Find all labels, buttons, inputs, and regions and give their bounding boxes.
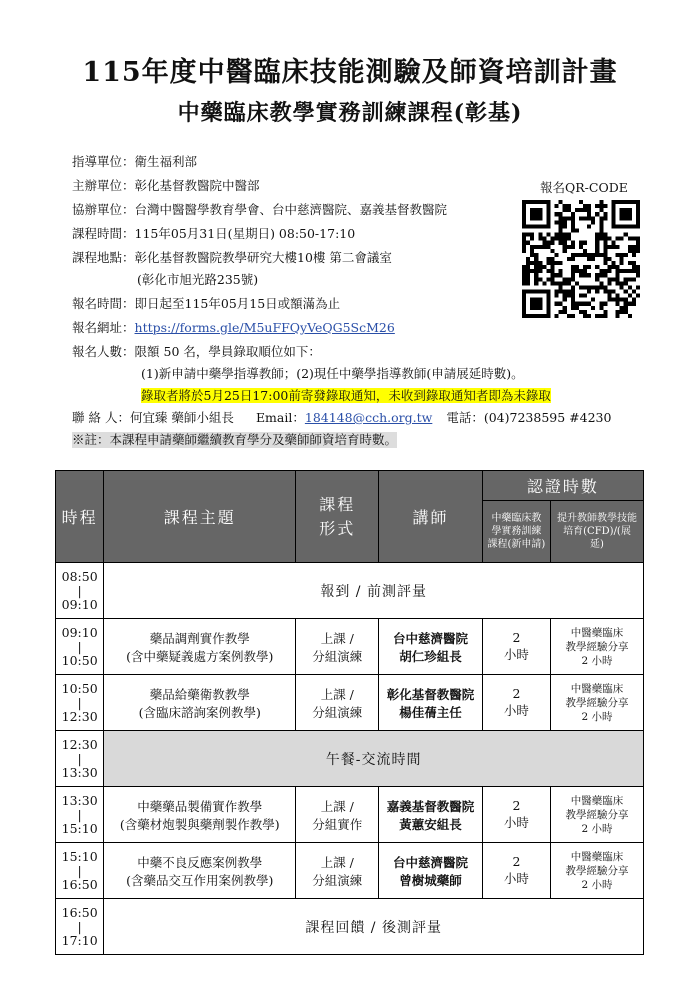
guide-label: 指導單位：: [72, 154, 135, 169]
header-topic: 課程主題: [104, 471, 296, 563]
teacher-name: 胡仁珍組長: [399, 648, 462, 664]
time-start: 10:50: [61, 680, 98, 696]
time-cell: [56, 619, 104, 675]
time-label: 課程時間：: [72, 226, 135, 241]
table-row: [56, 899, 644, 955]
header-teacher: 講師: [379, 471, 483, 563]
email-link[interactable]: 184148@cch.org.tw: [304, 410, 433, 425]
hours-cell: [482, 675, 550, 731]
hours-unit: 小時: [503, 815, 529, 830]
cfd-cell: [551, 843, 644, 899]
teacher-name: 黃蕙安組長: [399, 816, 462, 832]
page-title: 115年度中醫臨床技能測驗及師資培訓計畫: [82, 57, 618, 88]
teacher-hospital: 嘉義基督教醫院: [386, 798, 475, 814]
co-label: 協辦單位：: [72, 202, 135, 217]
time-end: 13:30: [61, 764, 98, 780]
full-row-cell: 課程回饋 / 後測評量: [104, 899, 644, 955]
form-cell: [296, 619, 379, 675]
host-value: 彰化基督教醫院中醫部: [134, 178, 260, 193]
teacher-name: 楊佳蒨主任: [399, 704, 462, 720]
info-priority: (1)新申請中藥學指導教師；(2)現任中藥學指導教師(申請展延時數)。: [141, 366, 524, 381]
info-note: ※註：本課程申請藥師繼續教育學分及藥師師資培育時數。: [72, 432, 398, 447]
cfd-line: 教學經驗分享: [565, 808, 629, 821]
time-start: 15:10: [61, 848, 98, 864]
topic-line: 中藥不良反應案例教學: [137, 854, 263, 870]
teacher-cell: [379, 787, 483, 843]
form-sub: 分組演練: [312, 704, 363, 720]
topic-cell: [104, 843, 296, 899]
page-subtitle: 中藥臨床教學實務訓練課程(彰基): [177, 100, 523, 126]
topic-cell: [104, 675, 296, 731]
form-line: 上課 /: [320, 686, 354, 702]
time-start: 16:50: [61, 904, 98, 920]
header-form: 課程 形式: [296, 471, 379, 563]
contact-value: 何宜臻 藥師小組長: [129, 410, 234, 425]
hours-value: 2: [512, 686, 521, 701]
cfd-hours: 2 小時: [581, 822, 613, 835]
teacher-hospital: 台中慈濟醫院: [393, 854, 469, 870]
time-sep: |: [77, 638, 82, 654]
cfd-line: 中醫藥臨床: [570, 626, 624, 639]
time-end: 10:50: [61, 652, 98, 668]
cfd-cell: [551, 675, 644, 731]
table-row: [56, 619, 644, 675]
info-count: [72, 344, 321, 360]
time-start: 09:10: [61, 624, 98, 640]
count-value: 限額 50 名，學員錄取順位如下：: [134, 344, 321, 359]
cfd-hours: 2 小時: [581, 878, 613, 891]
header-cert-new: 中藥臨床教學實務訓練課程(新申請): [482, 501, 550, 563]
place-value: 彰化基督教醫院教學研究大樓10樓 第二會議室: [134, 250, 392, 265]
info-address: (彰化市旭光路235號): [137, 272, 259, 287]
hours-cell: [482, 619, 550, 675]
hours-value: 2: [512, 630, 521, 645]
table-row: [56, 731, 644, 787]
header-cert-cfd: 提升教師教學技能培育(CFD)/(展延): [551, 501, 644, 563]
form-cell: [296, 787, 379, 843]
time-end: 15:10: [61, 820, 98, 836]
time-cell: [56, 843, 104, 899]
cfd-line: 中醫藥臨床: [570, 794, 624, 807]
info-contact: [72, 410, 611, 426]
time-sep: |: [77, 862, 82, 878]
form-cell: [296, 843, 379, 899]
time-end: 16:50: [61, 876, 98, 892]
time-start: 13:30: [61, 792, 98, 808]
co-value: 台灣中醫醫學教育學會、台中慈濟醫院、嘉義基督教醫院: [134, 202, 448, 217]
form-sub: 分組演練: [312, 872, 363, 888]
info-notice: [141, 388, 551, 404]
teacher-cell: [379, 843, 483, 899]
schedule-body: [56, 563, 644, 955]
hours-value: 2: [512, 854, 521, 869]
topic-line: 藥品給藥衛教教學: [149, 686, 250, 702]
form-line: 上課 /: [320, 798, 354, 814]
teacher-cell: [379, 675, 483, 731]
info-reg-url: [72, 320, 395, 336]
teacher-name: 曾樹城藥師: [399, 872, 462, 888]
email-label: Email：: [255, 410, 305, 425]
full-row-cell: 午餐-交流時間: [104, 731, 644, 787]
time-cell: [56, 731, 104, 787]
topic-line: 藥品調劑實作教學: [149, 630, 250, 646]
phone-value: (04)7238595 #4230: [483, 410, 612, 425]
table-row: [56, 787, 644, 843]
cfd-hours: 2 小時: [581, 654, 613, 667]
header-cert: 認證時數: [482, 471, 643, 501]
schedule-table: [55, 470, 644, 955]
time-start: 08:50: [61, 568, 98, 584]
info-co: [72, 202, 447, 218]
form-line: 上課 /: [320, 854, 354, 870]
teacher-cell: [379, 619, 483, 675]
form-cell: [296, 675, 379, 731]
time-value: 115年05月31日(星期日) 08:50-17:10: [134, 226, 356, 241]
topic-cell: [104, 619, 296, 675]
info-place: [72, 250, 392, 266]
time-end: 09:10: [61, 596, 98, 612]
teacher-hospital: 台中慈濟醫院: [393, 630, 469, 646]
cfd-line: 中醫藥臨床: [570, 682, 624, 695]
time-cell: [56, 675, 104, 731]
time-cell: [56, 563, 104, 619]
cfd-cell: [551, 619, 644, 675]
time-start: 12:30: [61, 736, 98, 752]
time-sep: |: [77, 582, 82, 598]
topic-sub: (含藥材炮製與藥劑製作教學): [119, 816, 280, 832]
table-row: [56, 675, 644, 731]
count-label: 報名人數：: [72, 344, 135, 359]
hours-unit: 小時: [503, 871, 529, 886]
info-guide: [72, 154, 197, 170]
time-sep: |: [77, 694, 82, 710]
cfd-line: 教學經驗分享: [565, 696, 629, 709]
table-row: [56, 843, 644, 899]
info-reg-time: [72, 296, 340, 312]
hours-value: 2: [512, 798, 521, 813]
full-row-cell: 報到 / 前測評量: [104, 563, 644, 619]
hours-unit: 小時: [503, 703, 529, 718]
cfd-line: 教學經驗分享: [565, 864, 629, 877]
form-sub: 分組實作: [312, 816, 363, 832]
reg-time-label: 報名時間：: [72, 296, 135, 311]
time-sep: |: [77, 918, 82, 934]
time-end: 12:30: [61, 708, 98, 724]
topic-sub: (含中藥疑義處方案例教學): [126, 648, 274, 664]
phone-label: 電話：: [446, 410, 484, 425]
info-time: [72, 226, 355, 242]
cfd-hours: 2 小時: [581, 710, 613, 723]
topic-cell: [104, 787, 296, 843]
place-label: 課程地點：: [72, 250, 135, 265]
time-sep: |: [77, 750, 82, 766]
host-label: 主辦單位：: [72, 178, 135, 193]
topic-line: 中藥藥品製備實作教學: [137, 798, 263, 814]
cfd-line: 中醫藥臨床: [570, 850, 624, 863]
hours-cell: [482, 787, 550, 843]
cfd-cell: [551, 787, 644, 843]
time-end: 17:10: [61, 932, 98, 948]
time-sep: |: [77, 806, 82, 822]
time-cell: [56, 787, 104, 843]
header-time: 時程: [56, 471, 104, 563]
reg-url-label: 報名網址：: [72, 320, 135, 335]
reg-time-value: 即日起至115年05月15日或額滿為止: [134, 296, 341, 311]
qr-label: 報名QR-CODE: [540, 180, 628, 195]
time-cell: [56, 899, 104, 955]
guide-value: 衛生福利部: [134, 154, 198, 169]
form-sub: 分組演練: [312, 648, 363, 664]
notice-highlight: 錄取者將於5月25日17:00前寄發錄取通知，未收到錄取通知者即為未錄取: [141, 388, 551, 403]
form-line: 上課 /: [320, 630, 354, 646]
cfd-line: 教學經驗分享: [565, 640, 629, 653]
registration-link[interactable]: https://forms.gle/M5uFFQyVeQG5ScM26: [134, 320, 395, 335]
hours-cell: [482, 843, 550, 899]
topic-sub: (含臨床諮詢案例教學): [138, 704, 261, 720]
hours-unit: 小時: [503, 647, 529, 662]
table-row: [56, 563, 644, 619]
qr-code-icon[interactable]: [522, 200, 640, 318]
info-host: [72, 178, 260, 194]
contact-label: 聯 絡 人：: [72, 410, 130, 425]
topic-sub: (含藥品交互作用案例教學): [126, 872, 274, 888]
teacher-hospital: 彰化基督教醫院: [386, 686, 475, 702]
